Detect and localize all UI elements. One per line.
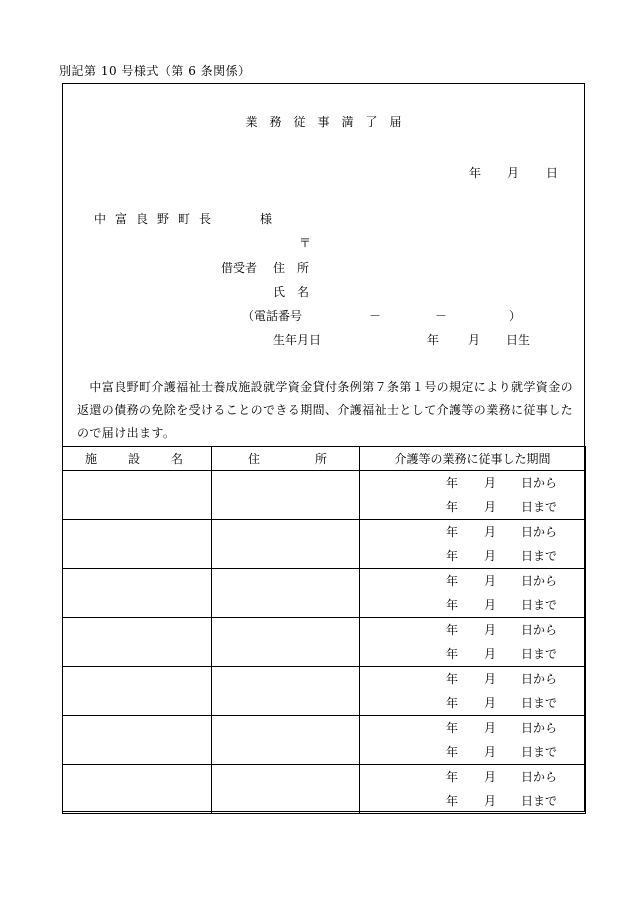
period-month: 月 xyxy=(484,672,497,686)
table-row xyxy=(63,765,586,814)
period-start-line xyxy=(446,667,585,691)
birth-month: 月 xyxy=(468,333,481,347)
facility-name-cell[interactable] xyxy=(63,618,212,667)
facility-address-cell[interactable] xyxy=(212,471,360,520)
period-day-to: 日まで xyxy=(521,500,558,514)
period-start-line xyxy=(446,618,585,642)
table-row xyxy=(63,667,586,716)
period-cell[interactable] xyxy=(360,471,586,520)
birth-year: 年 xyxy=(427,333,440,347)
period-cell[interactable] xyxy=(360,667,586,716)
facility-address-cell[interactable] xyxy=(212,716,360,765)
period-year: 年 xyxy=(446,794,459,808)
period-month: 月 xyxy=(484,794,497,808)
period-month: 月 xyxy=(484,525,497,539)
period-start-line xyxy=(446,520,585,544)
period-day-to: 日まで xyxy=(521,745,558,759)
facility-address-cell[interactable] xyxy=(212,520,360,569)
period-day-from: 日から xyxy=(521,770,558,784)
form-number-label: 別記第 10 号様式（第 6 条関係） xyxy=(59,64,251,78)
period-year: 年 xyxy=(446,476,459,490)
period-cell[interactable] xyxy=(360,569,586,618)
address-label: 住 所 xyxy=(273,261,310,275)
facility-address-cell[interactable] xyxy=(212,667,360,716)
table-row xyxy=(63,569,586,618)
name-label: 氏 名 xyxy=(273,285,310,299)
period-cell[interactable] xyxy=(360,520,586,569)
period-day-from: 日から xyxy=(521,476,558,490)
period-month: 月 xyxy=(484,549,497,563)
phone-close: ） xyxy=(509,309,522,323)
facility-address-cell[interactable] xyxy=(212,618,360,667)
header-period xyxy=(360,447,586,471)
header-facility-char: 設 xyxy=(127,452,140,466)
table-row xyxy=(63,716,586,765)
period-day-to: 日まで xyxy=(521,598,558,612)
period-year: 年 xyxy=(446,574,459,588)
period-year: 年 xyxy=(446,770,459,784)
phone-dash-1: － xyxy=(369,309,382,323)
period-end-line xyxy=(446,740,585,764)
period-day-to: 日まで xyxy=(521,696,558,710)
facility-name-cell[interactable] xyxy=(63,520,212,569)
table-row xyxy=(63,618,586,667)
period-end-line xyxy=(446,544,585,568)
period-start-line xyxy=(446,765,585,789)
period-month: 月 xyxy=(484,647,497,661)
period-month: 月 xyxy=(484,623,497,637)
header-period-label: 介護等の業務に従事した期間 xyxy=(394,452,551,466)
period-day-to: 日まで xyxy=(521,794,558,808)
facility-address-cell[interactable] xyxy=(212,765,360,814)
period-day-to: 日まで xyxy=(521,549,558,563)
period-year: 年 xyxy=(446,598,459,612)
table-header-row xyxy=(63,447,586,471)
period-start-line xyxy=(446,471,585,495)
date-month: 月 xyxy=(507,166,520,180)
period-year: 年 xyxy=(446,525,459,539)
period-year: 年 xyxy=(446,549,459,563)
period-day-to: 日まで xyxy=(521,647,558,661)
period-end-line xyxy=(446,691,585,715)
header-address-char: 所 xyxy=(314,452,327,466)
table-row xyxy=(63,471,586,520)
period-month: 月 xyxy=(484,721,497,735)
period-start-line xyxy=(446,569,585,593)
period-cell[interactable] xyxy=(360,716,586,765)
facility-address-cell[interactable] xyxy=(212,569,360,618)
phone-dash-2: － xyxy=(435,309,448,323)
period-day-from: 日から xyxy=(521,574,558,588)
period-month: 月 xyxy=(484,598,497,612)
period-year: 年 xyxy=(446,500,459,514)
birthdate-label: 生年月日 xyxy=(273,333,322,347)
period-month: 月 xyxy=(484,500,497,514)
period-month: 月 xyxy=(484,770,497,784)
date-year: 年 xyxy=(469,166,482,180)
period-cell[interactable] xyxy=(360,765,586,814)
period-cell[interactable] xyxy=(360,618,586,667)
form-title: 業務従事満了届 xyxy=(245,115,414,129)
period-end-line xyxy=(446,789,585,813)
period-month: 月 xyxy=(484,476,497,490)
period-end-line xyxy=(446,495,585,519)
table-row xyxy=(63,520,586,569)
period-year: 年 xyxy=(446,721,459,735)
header-address-char: 住 xyxy=(248,452,261,466)
period-end-line xyxy=(446,642,585,666)
period-day-from: 日から xyxy=(521,672,558,686)
date-day: 日 xyxy=(546,166,559,180)
period-year: 年 xyxy=(446,623,459,637)
facility-name-cell[interactable] xyxy=(63,716,212,765)
period-year: 年 xyxy=(446,647,459,661)
period-year: 年 xyxy=(446,745,459,759)
addressee-name: 中富良野町長 xyxy=(94,212,221,226)
period-year: 年 xyxy=(446,672,459,686)
facility-name-cell[interactable] xyxy=(63,569,212,618)
form-frame xyxy=(62,83,585,812)
phone-label: （電話番号 xyxy=(242,309,303,323)
header-facility-char: 名 xyxy=(170,452,183,466)
facility-name-cell[interactable] xyxy=(63,765,212,814)
birth-day: 日生 xyxy=(506,333,531,347)
period-year: 年 xyxy=(446,696,459,710)
period-end-line xyxy=(446,593,585,617)
period-month: 月 xyxy=(484,745,497,759)
header-address xyxy=(212,447,360,471)
declaration-text: 中富良野町介護福祉士養成施設就学資金貸付条例第７条第１号の規定により就学資金の返還の債務の免除を受けることのできる期間、介護福祉士として介護等の業務に従事したので届け出ます。 xyxy=(77,380,574,440)
header-facility xyxy=(63,447,212,471)
period-day-from: 日から xyxy=(521,721,558,735)
applicant-role-label: 借受者 xyxy=(221,261,258,275)
period-day-from: 日から xyxy=(521,623,558,637)
postal-mark: 〒 xyxy=(299,236,312,250)
period-start-line xyxy=(446,716,585,740)
period-month: 月 xyxy=(484,574,497,588)
facility-name-cell[interactable] xyxy=(63,667,212,716)
period-day-from: 日から xyxy=(521,525,558,539)
facility-name-cell[interactable] xyxy=(63,471,212,520)
service-period-table xyxy=(62,446,586,814)
header-facility-char: 施 xyxy=(85,452,98,466)
period-month: 月 xyxy=(484,696,497,710)
addressee-honorific: 様 xyxy=(260,212,273,226)
